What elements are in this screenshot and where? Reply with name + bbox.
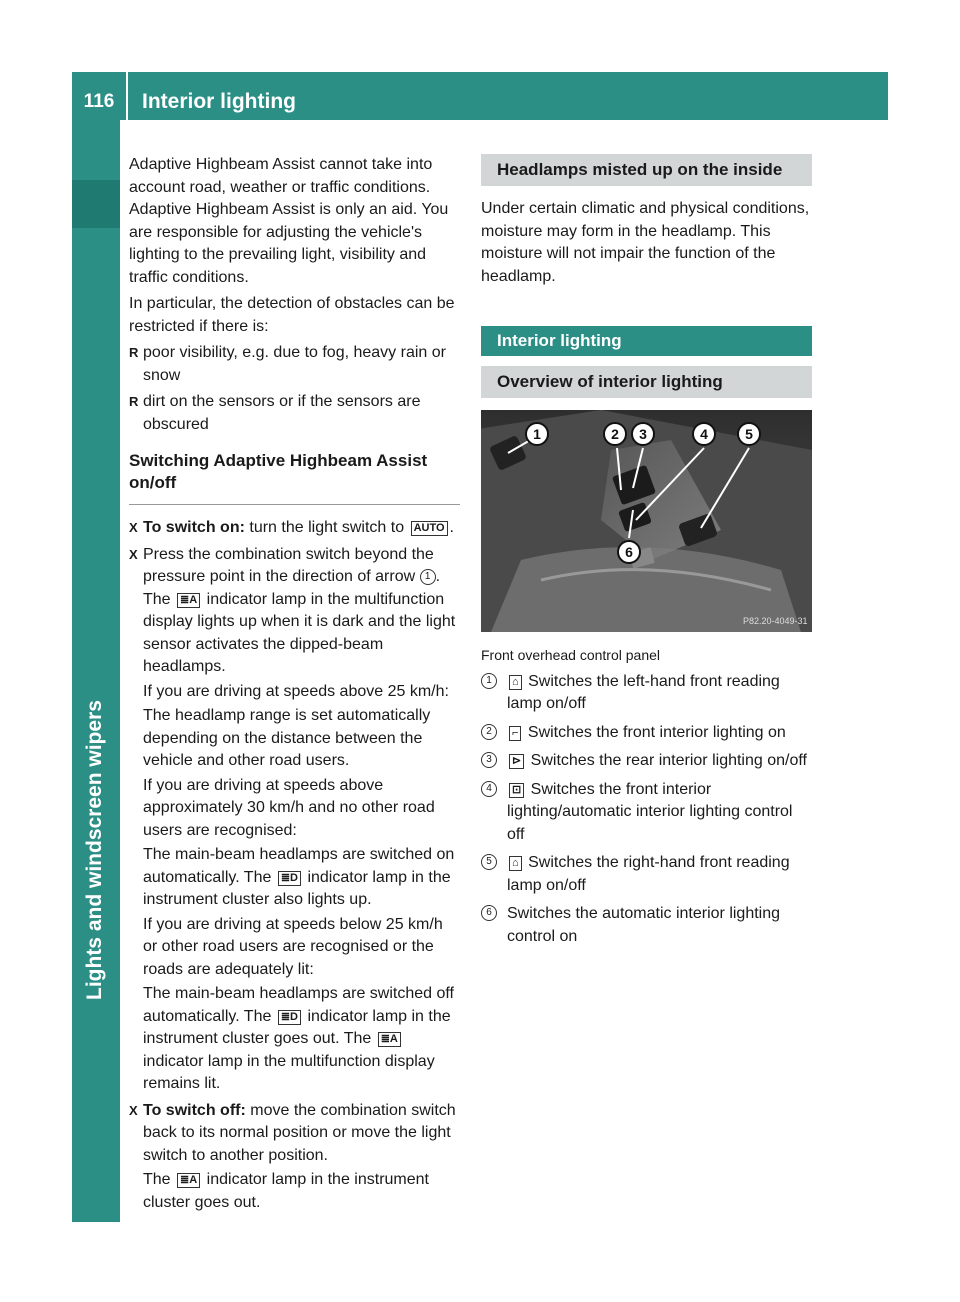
callout-number-icon: 5 xyxy=(481,854,497,870)
auto-light-icon: AUTO xyxy=(411,521,448,536)
paragraph: In particular, the detection of obstacles can be restricted if there is: xyxy=(129,295,455,335)
right-column xyxy=(481,154,812,954)
highbeam-assist-icon: ≣A xyxy=(378,1032,401,1047)
legend-text: Switches the rear interior lighting on/off xyxy=(530,752,807,769)
step-text: Press the combination switch beyond the pressure point in the direction of arrow 1 . The ≣A indicator lamp in the multifunction display lights up when it is dark and the light sensor activates the dipped-beam headlamps. xyxy=(143,545,456,675)
bullet-marker: R xyxy=(129,394,139,409)
step-text-part: indicator lamp in the instrument cluster goes out. xyxy=(143,1171,429,1211)
paragraph: Adaptive Highbeam Assist cannot take into account road, weather or traffic conditions. Adaptive Highbeam Assist is only an aid. You are responsible for adjusting the vehicle's lighting to the prevailing light, visibility and traffic conditions. xyxy=(129,156,449,286)
step-text: If you are driving at speeds below 25 km/h or other road users are recognised or the roads are adequately lit: xyxy=(143,915,443,978)
step-text-part: The main-beam headlamps are switched on automatically. The xyxy=(143,846,455,886)
highbeam-assist-icon: ≣A xyxy=(177,593,200,608)
reading-lamp-icon: ⌂ xyxy=(509,675,522,690)
chapter-title: Lights and windscreen wipers xyxy=(83,700,106,1000)
page-title: Interior lighting xyxy=(142,90,296,113)
legend-text: Switches the left-hand front reading lamp on/off xyxy=(507,672,780,712)
step-text: The headlamp range is set automatically depending on the distance between the vehicle and other road users. xyxy=(143,707,431,769)
callout-1: 1 xyxy=(533,426,541,442)
callout-number-icon: 2 xyxy=(481,724,497,740)
legend-text: Switches the automatic interior lighting control on xyxy=(507,905,781,945)
callout-2: 2 xyxy=(611,426,619,442)
section-heading: Headlamps misted up on the inside xyxy=(481,154,812,186)
step-text-part: move the combination switch back to its normal position or move the light switch to another position. xyxy=(143,1101,456,1164)
legend-item xyxy=(481,779,812,847)
legend-text: Switches the right-hand front reading lamp on/off xyxy=(507,854,790,894)
step-text xyxy=(143,983,460,1096)
callout-number-icon: 1 xyxy=(481,673,497,689)
callout-number-icon: 4 xyxy=(481,781,497,797)
left-column xyxy=(129,154,460,1218)
rear-interior-light-icon: ⊳ xyxy=(509,754,524,769)
step-text: turn the light switch to xyxy=(249,519,405,536)
legend-text: Switches the front interior lighting on xyxy=(527,723,786,741)
overhead-panel-illustration xyxy=(481,410,812,632)
header-divider xyxy=(126,72,128,120)
step-text-part: indicator lamp in the instrument cluster goes out. The xyxy=(143,1007,451,1047)
step-text-part: The xyxy=(143,1171,171,1188)
front-interior-light-icon: ⌐ xyxy=(509,726,521,741)
legend-item xyxy=(481,722,812,745)
step-text-part: The xyxy=(143,590,171,608)
legend-item xyxy=(481,671,812,716)
step-marker: X xyxy=(129,520,138,535)
callout-6: 6 xyxy=(625,544,633,560)
step-item: X To switch on: turn the light switch to AUTO . xyxy=(129,517,460,540)
divider xyxy=(129,504,460,505)
paragraph: Under certain climatic and physical conditions, moisture may form in the headlamp. This moisture will not impair the function of the headlamp. xyxy=(481,200,810,285)
figure-caption: Front overhead control panel xyxy=(481,647,660,663)
step-text xyxy=(143,1100,460,1168)
step-item xyxy=(129,1100,460,1215)
main-beam-icon: ≣D xyxy=(278,1010,301,1025)
step-text: If you are driving at speeds above approximately 30 km/h and no other road users are recognised: xyxy=(143,776,435,839)
highbeam-assist-icon: ≣A xyxy=(177,1173,200,1188)
page-header xyxy=(72,72,888,120)
step-text: If you are driving at speeds above 25 km/h: xyxy=(143,682,449,700)
photo-code: P82.20-4049-31 xyxy=(743,616,808,626)
overhead-panel-photo xyxy=(481,410,812,632)
legend-item xyxy=(481,750,812,773)
legend-item xyxy=(481,852,812,897)
step-text xyxy=(143,1169,460,1214)
section-heading: Switching Adaptive Highbeam Assist on/off xyxy=(129,451,428,492)
list-item-text: dirt on the sensors or if the sensors are obscured xyxy=(143,393,421,433)
section-heading: Interior lighting xyxy=(481,326,812,356)
step-marker: X xyxy=(129,1102,138,1118)
chapter-marker xyxy=(72,180,120,228)
step-label: To switch on: xyxy=(143,519,245,536)
step-text-part: indicator lamp in the multifunction display lights up when it is dark and the light sensor activates the dipped-beam headlamps. xyxy=(143,590,456,675)
step-text-part: The main-beam headlamps are switched off automatically. The xyxy=(143,985,454,1025)
reading-lamp-icon: ⌂ xyxy=(509,856,522,871)
legend-item xyxy=(481,903,812,948)
step-text-part: indicator lamp in the multifunction display remains lit. xyxy=(143,1052,435,1092)
step-text-part: indicator lamp in the instrument cluster also lights up. xyxy=(143,868,451,908)
list-item-text: poor visibility, e.g. due to fog, heavy rain or snow xyxy=(143,344,446,384)
callout-number-icon: 3 xyxy=(481,752,497,768)
main-beam-icon: ≣D xyxy=(278,871,301,886)
callout-4: 4 xyxy=(700,426,708,442)
callout-number-icon: 1 xyxy=(420,569,436,585)
interior-light-off-icon: ⊡ xyxy=(509,783,524,798)
page-number: 116 xyxy=(83,91,115,112)
callout-5: 5 xyxy=(745,426,753,442)
callout-3: 3 xyxy=(639,426,647,442)
step-text xyxy=(143,844,460,912)
list-item xyxy=(129,391,460,436)
subsection-heading: Overview of interior lighting xyxy=(481,366,812,398)
step-item xyxy=(129,544,460,1096)
list-item xyxy=(129,342,460,387)
step-text-part: Press the combination switch beyond the pressure point in the direction of arrow xyxy=(143,545,434,585)
legend-text: Switches the front interior lighting/automatic interior lighting control off xyxy=(507,780,793,843)
callout-number-icon: 6 xyxy=(481,905,497,921)
step-marker: X xyxy=(129,546,138,562)
step-label: To switch off: xyxy=(143,1101,246,1119)
bullet-marker: R xyxy=(129,345,139,360)
